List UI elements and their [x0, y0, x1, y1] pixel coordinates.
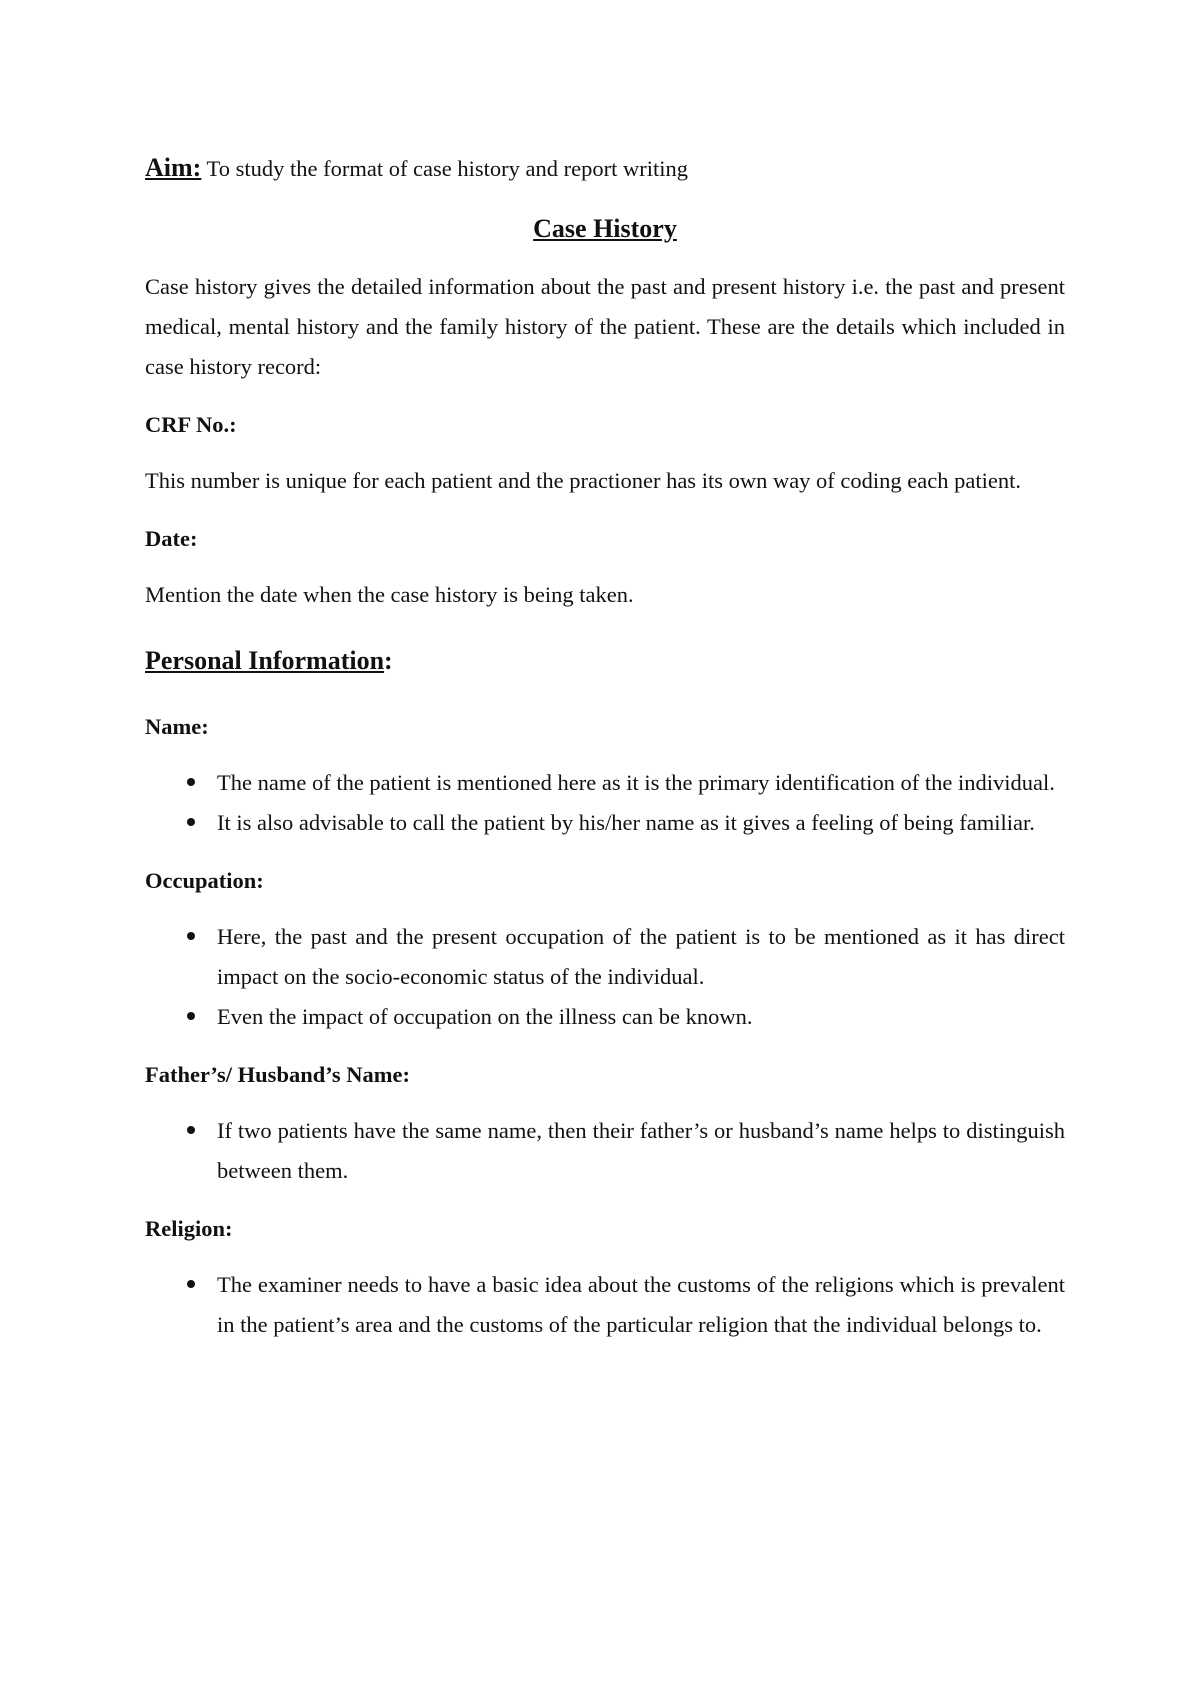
- document-title: Case History: [533, 214, 677, 243]
- father-husband-bullet-list: [145, 1111, 1065, 1191]
- list-item-text: It is also advisable to call the patient by his/her name as it gives a feeling of being familiar.: [217, 809, 1035, 835]
- father-husband-name-label: Father’s/ Husband’s Name:: [145, 1061, 410, 1087]
- bullet-icon: [187, 1126, 195, 1134]
- list-item: [145, 1265, 1065, 1345]
- crf-label: CRF No.:: [145, 412, 237, 437]
- date-description: Mention the date when the case history is being taken.: [145, 582, 634, 607]
- list-item: [145, 1111, 1065, 1191]
- personal-information-heading-text: Personal Information: [145, 646, 385, 675]
- aim-text: To study the format of case history and report writing: [206, 156, 688, 181]
- list-item: [145, 917, 1065, 997]
- list-item-text: Even the impact of occupation on the illness can be known.: [217, 1003, 753, 1029]
- name-label: Name:: [145, 713, 209, 739]
- aim-line: [145, 148, 1065, 189]
- list-item: [145, 763, 1065, 803]
- document-body: [145, 148, 1065, 1345]
- occupation-label: Occupation:: [145, 867, 264, 893]
- religion-label: Religion:: [145, 1215, 233, 1241]
- personal-information-heading: [145, 637, 1065, 685]
- list-item-text: The examiner needs to have a basic idea about the customs of the religions which is prevalent in the patient’s area and the customs of the particular religion that the individual belongs to.: [217, 1271, 1065, 1337]
- bullet-icon: [187, 932, 195, 940]
- crf-description: This number is unique for each patient and the practioner has its own way of coding each patient.: [145, 468, 1021, 493]
- list-item-text: Here, the past and the present occupation of the patient is to be mentioned as it has direct impact on the socio-economic status of the individual.: [217, 923, 1065, 989]
- list-item: [145, 803, 1065, 843]
- bullet-icon: [187, 818, 195, 826]
- name-bullet-list: [145, 763, 1065, 843]
- personal-information-heading-colon: :: [384, 646, 393, 675]
- religion-bullet-list: [145, 1265, 1065, 1345]
- intro-paragraph: Case history gives the detailed information about the past and present history i.e. the past and present medical, mental history and the family history of the patient. These are the details which included in case history record:: [145, 274, 1065, 379]
- bullet-icon: [187, 1012, 195, 1020]
- occupation-bullet-list: [145, 917, 1065, 1037]
- bullet-icon: [187, 778, 195, 786]
- date-label: Date:: [145, 526, 198, 551]
- aim-label: Aim:: [145, 153, 202, 182]
- list-item-text: If two patients have the same name, then their father’s or husband’s name helps to distinguish between them.: [217, 1117, 1065, 1183]
- bullet-icon: [187, 1280, 195, 1288]
- list-item-text: The name of the patient is mentioned here as it is the primary identification of the individual.: [217, 769, 1055, 795]
- list-item: [145, 997, 1065, 1037]
